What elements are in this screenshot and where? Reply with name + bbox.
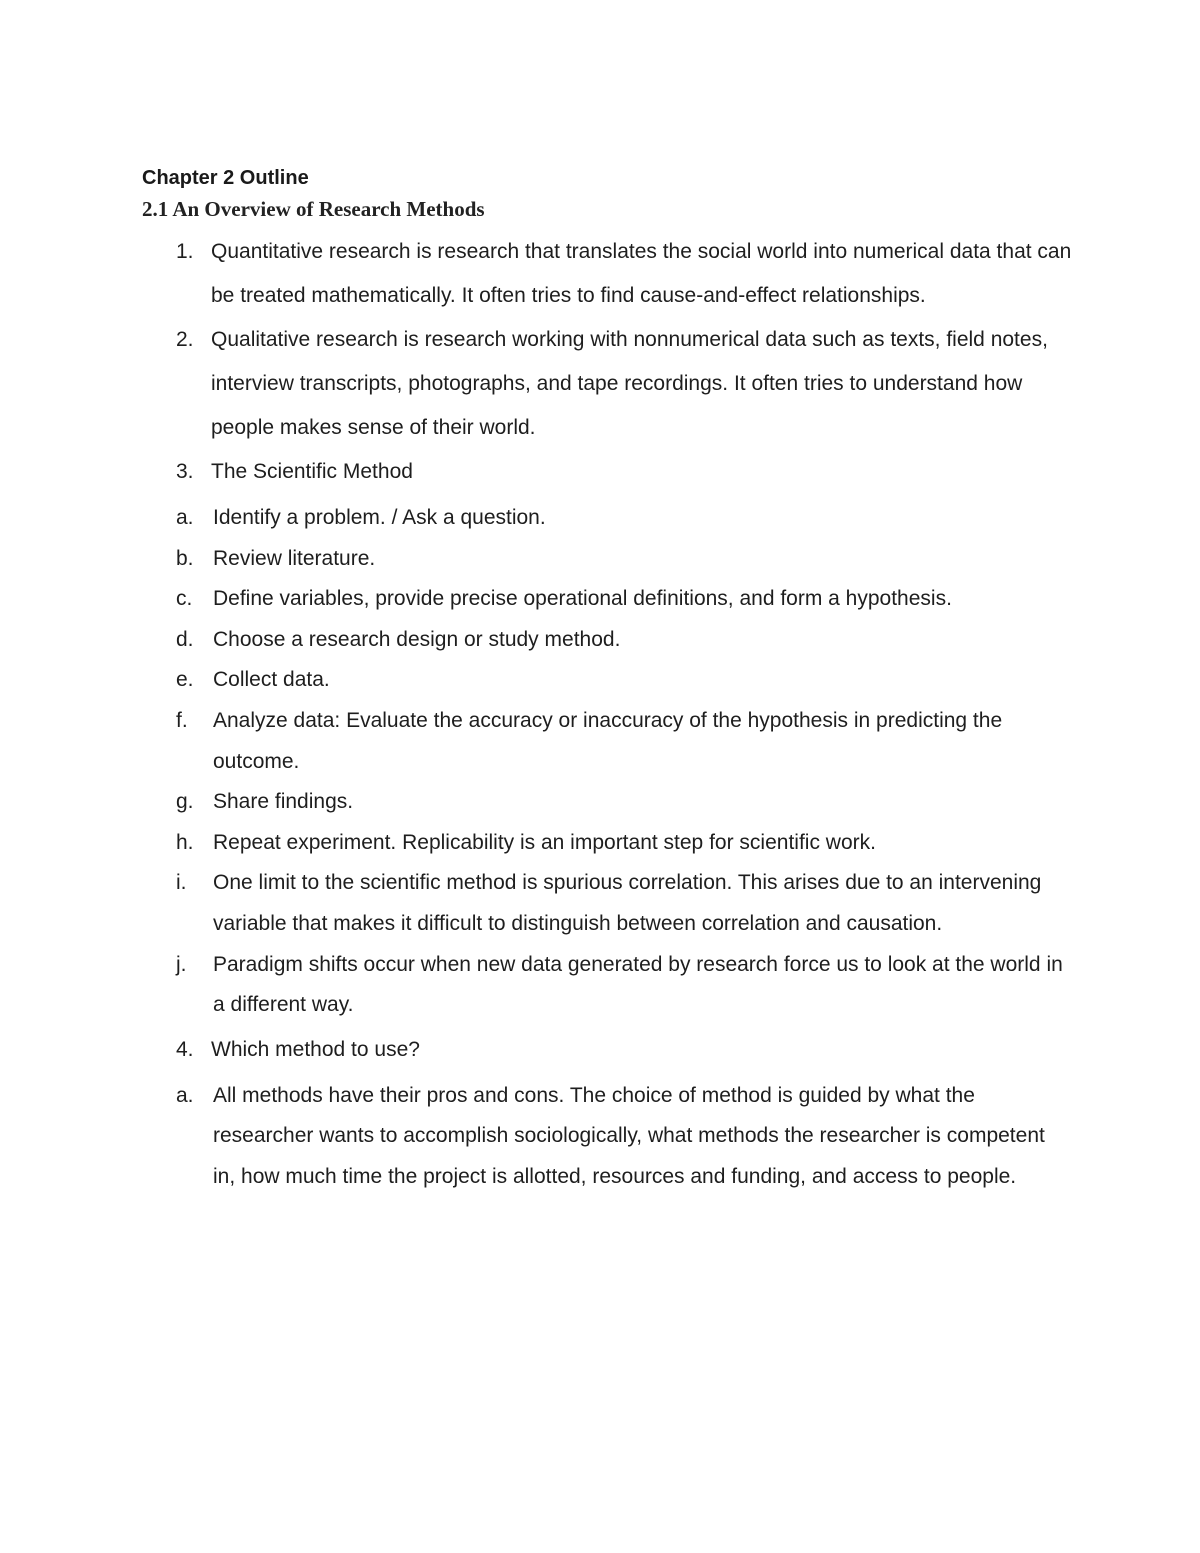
sublist-which-method — [142, 1076, 1072, 1198]
subitem-text: Analyze data: Evaluate the accuracy or inaccuracy of the hypothesis in predicting the outcome. — [213, 708, 1003, 773]
subitem-j — [142, 945, 1072, 1026]
subitem-marker: d. — [176, 627, 194, 651]
subitem-h — [142, 823, 1072, 864]
subitem-text: Collect data. — [213, 668, 330, 692]
item-text: Qualitative research is research working with nonnumerical data such as texts, field notes, interview transcripts, photographs, and tape recordings. It often tries to understand how people makes sense of their world. — [211, 328, 1048, 439]
document-content — [142, 164, 1072, 1200]
subitem-d — [142, 620, 1072, 661]
subitem-g — [142, 782, 1072, 823]
item-text: The Scientific Method — [211, 460, 413, 483]
subitem-a — [142, 498, 1072, 539]
outline-item-2 — [142, 318, 1072, 450]
item-marker: 2. — [176, 328, 194, 351]
chapter-title: Chapter 2 Outline — [142, 167, 309, 189]
item-text: Which method to use? — [211, 1037, 420, 1061]
subitem-marker: c. — [176, 587, 193, 611]
subitem-text: Review literature. — [213, 546, 376, 570]
subitem-a — [142, 1076, 1072, 1198]
outline-item-3 — [142, 450, 1072, 494]
sublist-scientific-method — [142, 498, 1072, 1026]
subitem-text: One limit to the scientific method is spurious correlation. This arises due to an intervening variable that makes it difficult to distinguish between correlation and causation. — [213, 871, 1042, 935]
item-marker: 1. — [176, 240, 194, 263]
subitem-marker: g. — [176, 790, 194, 814]
subitem-c — [142, 579, 1072, 620]
subitem-marker: f. — [176, 708, 188, 732]
subitem-e — [142, 660, 1072, 701]
outline-list — [142, 230, 1072, 1198]
subitem-f — [142, 701, 1072, 782]
subitem-i — [142, 863, 1072, 944]
section-title: 2.1 An Overview of Research Methods — [142, 197, 485, 221]
subitem-text: Paradigm shifts occur when new data generated by research force us to look at the world in a different way. — [213, 952, 1063, 1017]
subitem-marker: h. — [176, 830, 194, 854]
outline-item-1 — [142, 230, 1072, 318]
subitem-text: Choose a research design or study method. — [213, 627, 621, 651]
subitem-marker: a. — [176, 506, 194, 529]
item-text: Quantitative research is research that translates the social world into numerical data that can be treated mathematically. It often tries to find cause-and-effect relationships. — [211, 240, 1072, 307]
subitem-marker: b. — [176, 546, 194, 570]
subitem-text: Share findings. — [213, 790, 354, 814]
subitem-text: Define variables, provide precise operational definitions, and form a hypothesis. — [213, 587, 952, 611]
subitem-text: All methods have their pros and cons. The choice of method is guided by what the researcher wants to accomplish sociologically, what methods the researcher is competent in, how much time the project is allotted, resources and funding, and access to people. — [213, 1083, 1045, 1188]
subitem-marker: j. — [176, 952, 187, 976]
item-marker: 4. — [176, 1037, 194, 1061]
outline-item-4 — [142, 1028, 1072, 1072]
item-marker: 3. — [176, 460, 194, 483]
subitem-marker: i. — [176, 871, 187, 895]
subitem-text: Identify a problem. / Ask a question. — [213, 506, 546, 529]
subitem-marker: e. — [176, 668, 194, 692]
subitem-marker: a. — [176, 1083, 194, 1107]
subitem-b — [142, 539, 1072, 580]
subitem-text: Repeat experiment. Replicability is an important step for scientific work. — [213, 830, 876, 854]
